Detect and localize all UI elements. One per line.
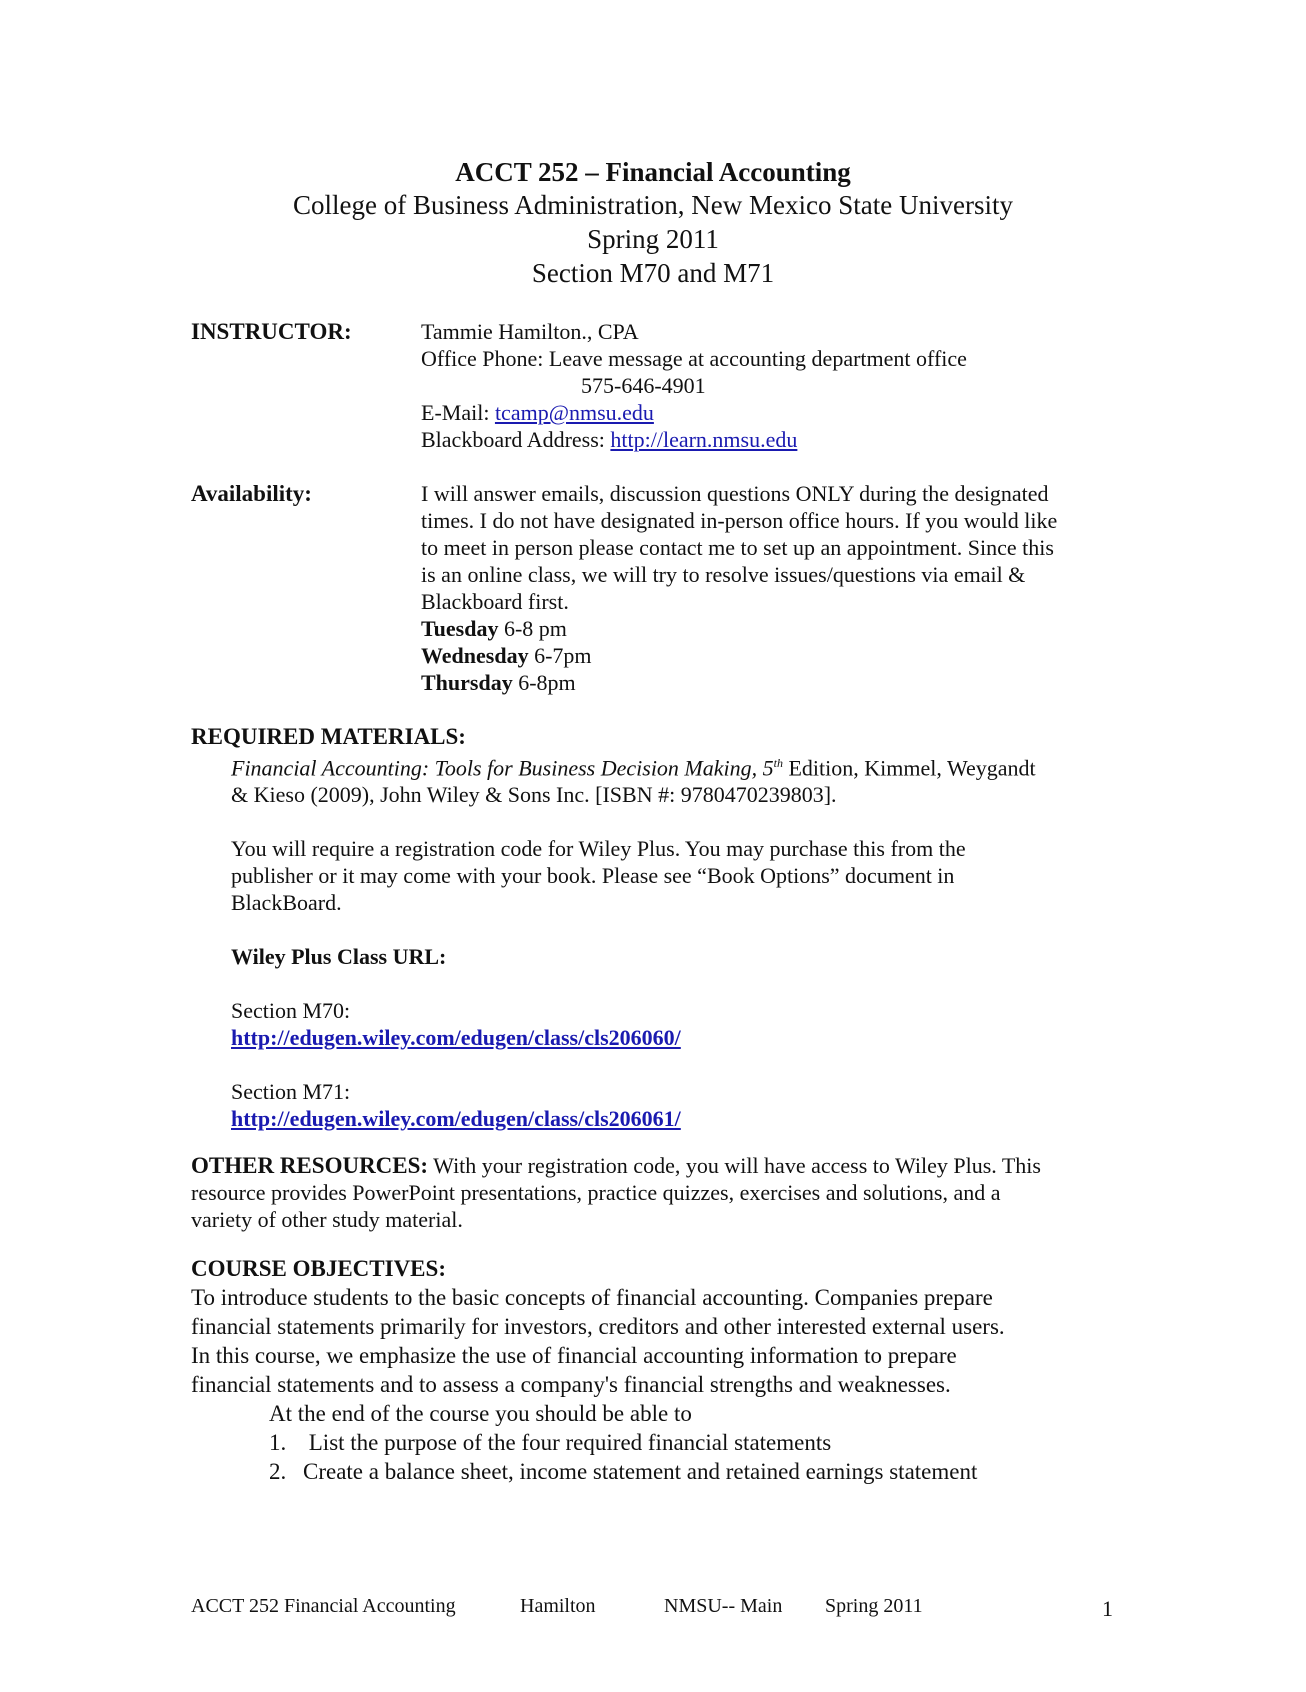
instructor-label: INSTRUCTOR:: [191, 319, 352, 344]
section-m70-url: [191, 1024, 1131, 1051]
footer-instructor: Hamilton: [520, 1595, 596, 1617]
objectives-text: To introduce students to the basic concepts of financial accounting. Companies prepare: [191, 1285, 993, 1310]
wiley-link-m70[interactable]: http://edugen.wiley.com/edugen/class/cls206060/: [231, 1025, 681, 1051]
section-m70-label: Section M70:: [231, 998, 351, 1024]
other-resources-line: resource provides PowerPoint presentations, practice quizzes, exercises and solutions, and a: [191, 1180, 1001, 1205]
footer-term: Spring 2011: [825, 1595, 923, 1617]
footer-campus: NMSU-- Main: [664, 1595, 783, 1617]
course-title: ACCT 252 – Financial Accounting: [455, 157, 851, 187]
college-line: College of Business Administration, New Mexico State University: [293, 190, 1013, 220]
instructor-name: Tammie Hamilton., CPA: [421, 319, 639, 344]
materials-section: [191, 723, 1131, 1132]
availability-text: is an online class, we will try to resolve issues/questions via email &: [421, 562, 1026, 587]
instructor-block: [421, 318, 1121, 453]
other-resources-line: variety of other study material.: [191, 1207, 463, 1232]
objectives-lead: At the end of the course you should be able to: [269, 1401, 692, 1426]
blackboard-link[interactable]: http://learn.nmsu.edu: [610, 427, 798, 452]
wiley-url-heading: Wiley Plus Class URL:: [231, 944, 447, 970]
list-item: 2. Create a balance sheet, income statement and retained earnings statement: [269, 1459, 978, 1484]
materials-heading: REQUIRED MATERIALS:: [191, 724, 466, 749]
availability-time: Wednesday 6-7pm: [421, 643, 592, 668]
availability-time: Tuesday 6-8 pm: [421, 616, 567, 641]
other-resources-line: OTHER RESOURCES: With your registration code, you will have access to Wiley Plus. This: [191, 1153, 1041, 1178]
footer-course: ACCT 252 Financial Accounting: [191, 1595, 456, 1617]
email-link[interactable]: tcamp@nmsu.edu: [494, 400, 654, 425]
registration-text: You will require a registration code for Wiley Plus. You may purchase this from the: [231, 836, 966, 862]
availability-label: Availability:: [191, 481, 312, 506]
objectives-section: [191, 1254, 1121, 1486]
registration-text: BlackBoard.: [231, 890, 342, 916]
objectives-text: financial statements and to assess a company's financial strengths and weaknesses.: [191, 1372, 951, 1397]
availability-time: Thursday 6-8pm: [421, 670, 576, 695]
phone-number: 575-646-4901: [581, 373, 706, 398]
availability-text: times. I do not have designated in-person office hours. If you would like: [421, 508, 1058, 533]
blackboard-line: Blackboard Address: http://learn.nmsu.edu: [421, 427, 798, 452]
other-resources-section: [191, 1152, 1131, 1233]
email-line: E-Mail: tcamp@nmsu.edu: [421, 400, 654, 425]
availability-text: I will answer emails, discussion questions ONLY during the designated: [421, 481, 1049, 506]
objectives-heading: COURSE OBJECTIVES:: [191, 1256, 446, 1281]
registration-text: publisher or it may come with your book. Please see “Book Options” document in: [231, 863, 955, 889]
list-item: 1. List the purpose of the four required financial statements: [269, 1430, 832, 1455]
section-m71-url: [191, 1105, 1131, 1132]
page-number: 1: [1102, 1596, 1113, 1621]
textbook-line-2: & Kieso (2009), John Wiley & Sons Inc. [ISBN #: 9780470239803].: [231, 782, 837, 808]
textbook-line: Financial Accounting: Tools for Business Decision Making, 5th Edition, Kimmel, Weygandt: [231, 755, 1036, 781]
office-phone-line: Office Phone: Leave message at accounting department office: [421, 346, 967, 371]
objectives-text: financial statements primarily for investors, creditors and other interested external users.: [191, 1314, 1005, 1339]
availability-text: Blackboard first.: [421, 589, 569, 614]
section-m71-label: Section M71:: [231, 1079, 351, 1105]
wiley-link-m71[interactable]: http://edugen.wiley.com/edugen/class/cls206061/: [231, 1106, 681, 1132]
section-line: Section M70 and M71: [531, 258, 775, 288]
term-line: Spring 2011: [587, 224, 719, 254]
availability-text: to meet in person please contact me to set up an appointment. Since this: [421, 535, 1054, 560]
availability-block: [421, 480, 1121, 696]
objectives-text: In this course, we emphasize the use of financial accounting information to prepare: [191, 1343, 957, 1368]
